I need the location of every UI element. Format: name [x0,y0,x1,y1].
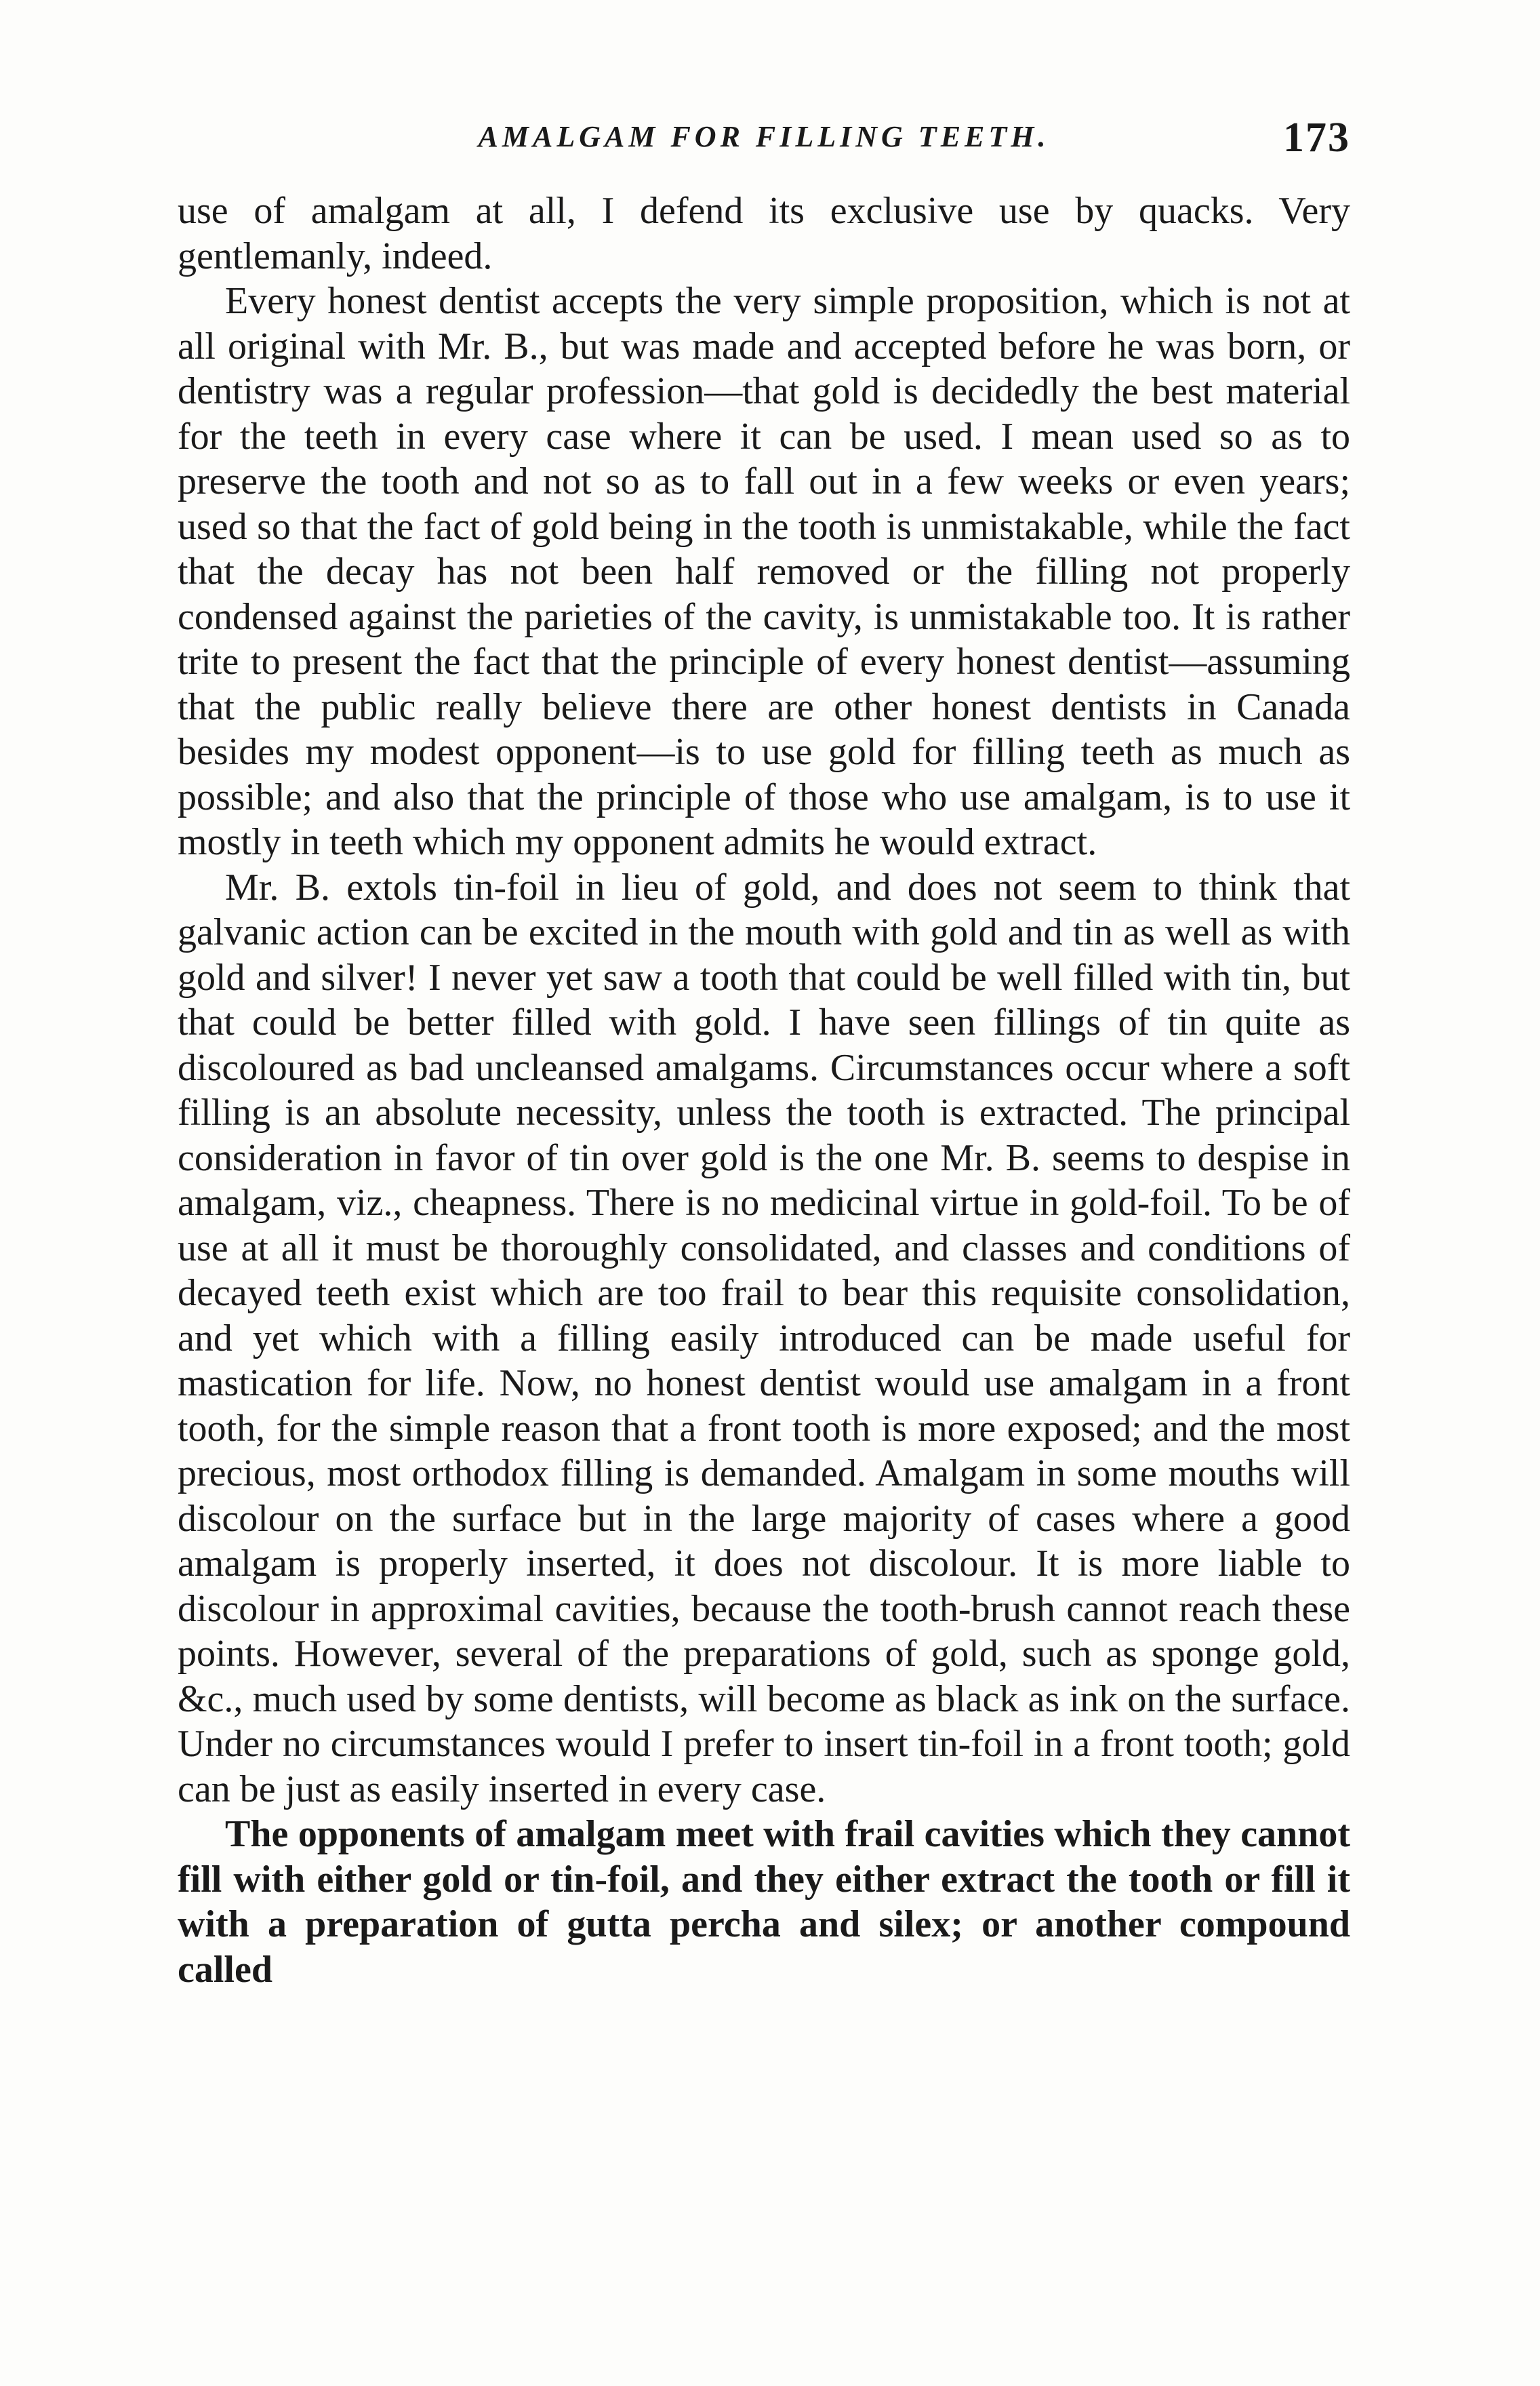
paragraph-continued: use of amalgam at all, I defend its exclusive use by quacks. Very gentlemanly, indeed. [178,190,1350,277]
running-head [178,114,1350,168]
paragraph: Mr. B. extols tin-foil in lieu of gold, and does not seem to think that galvanic action can be excited in the mouth with gold and tin as well as with gold and silver! I never yet saw a tooth that could be well filled with tin, but that could be better filled with gold. I have seen fillings of tin quite as discoloured as bad uncleansed amalgams. Circumstances occur where a soft filling is an absolute necessity, unless the tooth is extracted. The principal consideration in favor of tin over gold is the one Mr. B. seems to despise in amalgam, viz., cheapness. There is no medicinal virtue in gold-foil. To be of use at all it must be thoroughly consolidated, and classes and conditions of decayed teeth exist which are too frail to bear this requisite consolidation, and yet which with a filling easily introduced can be made useful for mastication for life. Now, no honest dentist would use amalgam in a front tooth, for the simple reason that a front tooth is more exposed; and the most precious, most orthodox filling is demanded. Amalgam in some mouths will discolour on the surface but in the large majority of cases where a good amalgam is properly inserted, it does not discolour. It is more liable to discolour in approximal cavities, because the tooth-brush cannot reach these points. However, several of the preparations of gold, such as sponge gold, &c., much used by some dentists, will become as black as ink on the surface. Under no circumstances would I prefer to insert tin-foil in a front tooth; gold can be just as easily inserted in every case. [178,866,1350,1810]
paragraph: Every honest dentist accepts the very simple proposition, which is not at all original with Mr. B., but was made and accepted before he was born, or dentistry was a regular profession—that gold is decidedly the best material for the teeth in every case where it can be used. I mean used so as to preserve the tooth and not so as to fall out in a few weeks or even years; used so that the fact of gold being in the tooth is unmistakable, while the fact that the decay has not been half removed or the filling not properly condensed against the parieties of the cavity, is unmistakable too. It is rather trite to present the fact that the principle of every honest dentist—assuming that the public really believe there are other honest dentists in Canada besides my modest opponent—is to use gold for filling teeth as much as possible; and also that the principle of those who use amalgam, is to use it mostly in teeth which my opponent admits he would extract. [178,280,1350,863]
paragraph: The opponents of amalgam meet with frail cavities which they cannot fill with either gold or tin-foil, and they either extract the tooth or fill it with a preparation of gutta percha and silex; or another compound called [178,1813,1350,1991]
page-number: 173 [1283,115,1350,161]
running-title: AMALGAM FOR FILLING TEETH. [478,120,1050,153]
body-text [178,188,1350,1992]
